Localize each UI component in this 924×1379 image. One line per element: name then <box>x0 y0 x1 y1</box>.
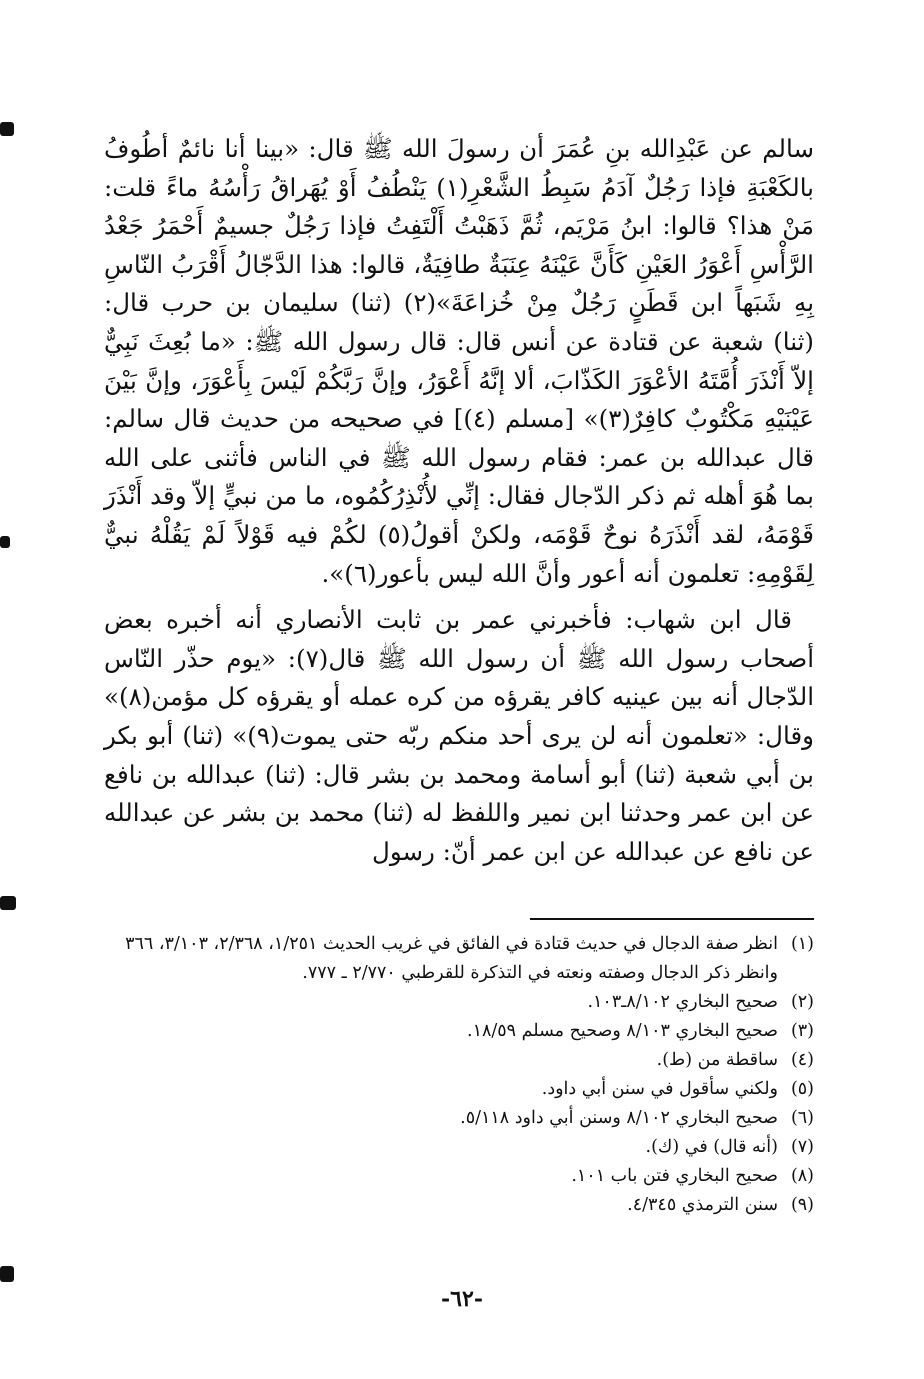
footnote-number: (٥) <box>790 1079 814 1099</box>
footnote-item <box>104 1162 814 1191</box>
footnote-item <box>104 1075 814 1104</box>
scan-mark-3 <box>0 896 16 910</box>
paragraph-ibn-shihab: قال ابن شهاب: فأخبرني عمر بن ثابت الأنصاري أنه أخبره بعض أصحاب رسول الله ﷺ أن رسول الله ﷺ قال(٧): «يوم حذّر النّاس الدّجال أنه بين عينيه كافر يقرؤه من كره عمله أو يقرؤه كل مؤمن(٨)» وقال: «تعلمون أنه لن يرى أحد منكم ربّه حتى يموت(٩)» (ثنا) أبو بكر بن أبي شعبة (ثنا) أبو أسامة ومحمد بن بشر قال: (ثنا) عبدالله بن نافع عن ابن عمر وحدثنا ابن نمير واللفظ له (ثنا) محمد بن بشر عن عبدالله عن نافع عن عبدالله عن ابن عمر أنّ: رسول <box>104 605 814 866</box>
footnote-item <box>104 988 814 1017</box>
footnote-text: انظر صفة الدجال في حديث قتادة في الفائق في غريب الحديث ١/٢٥١، ٢/٣٦٨، ٣/١٠٣، ٣٦٦ وانظر ذكر الدجال وصفته ونعته في التذكرة للقرطبي ٢/٧٧٠ ـ ٧٧٧. <box>125 934 778 983</box>
footnote-text: صحيح البخاري ٨/١٠٣ وصحيح مسلم ١٨/٥٩. <box>466 1021 778 1041</box>
footnote-item <box>104 1133 814 1162</box>
footnote-item <box>104 1104 814 1133</box>
page-number: -٦٢- <box>441 1286 483 1312</box>
paragraph-hadith-narrations: سالم عن عَبْدِالله بنِ عُمَرَ أن رسولَ الله ﷺ قال: «بينا أنا نائمٌ أطُوفُ بالكَعْبَةِ فإذا رَجُلٌ آدَمُ سَبِطُ الشَّعْرِ(١) يَنْطُفُ أَوْ يُهَراقُ رَأْسُهُ ماءً قلت: مَنْ هذا؟ قالوا: ابنُ مَرْيَم، ثُمَّ ذَهَبْتُ أَلْتَفِتُ فإذا رَجُلٌ جسيمٌ أَحْمَرُ جَعْدُ الرَّأْسِ أَعْوَرُ العَيْنِ كَأَنَّ عَيْنَهُ عِنَبَةٌ طافِيَةٌ، قالوا: هذا الدَّجّالُ أَقْرَبُ النّاسِ بِهِ شَبَهاً ابن قَطَنٍ رَجُلٌ مِنْ خُزاعَةَ»(٢) (ثنا) سليمان بن حرب قال: (ثنا) شعبة عن قتادة عن أنس قال: قال رسول الله ﷺ: «ما بُعِثَ نَبِيٌّ إلاّ أَنْذَرَ أُمَّتَهُ الأعْوَرَ الكَذّابَ، ألا إنَّهُ أَعْوَرُ، وإنَّ رَبَّكُمْ لَيْسَ بِأَعْوَرَ، وإنَّ بَيْنَ عَيْنَيْهِ مَكْتُوبٌ كافِرٌ(٣)» [مسلم (٤)] في صحيحه من حديث قال سالم: قال عبدالله بن عمر: فقام رسول الله ﷺ في الناس فأثنى على الله بما هُوَ أهله ثم ذكر الدّجال فقال: إنِّي لأُنْذِرُكُمُوه، ما من نبيٍّ إلاّ وقد أَنْذَرَ قَوْمَهُ، لقد أَنْذَرَهُ نوحٌ قَوْمَه، ولكنْ أقولُ(٥) لكُمْ فيه قَوْلاً لَمْ يَقُلْهُ نبيٌّ لِقَوْمِهِ: تعلمون أنه أعور وأنَّ الله ليس بأعور(٦)». <box>104 134 815 588</box>
footnote-text: صحيح البخاري ٨/١٠٢ـ١٠٣. <box>587 992 778 1012</box>
footnote-number: (٢) <box>790 992 814 1012</box>
footnote-item <box>104 930 814 988</box>
footnotes-list <box>104 930 814 1220</box>
footnote-number: (٣) <box>790 1021 814 1041</box>
footnote-number: (٤) <box>790 1050 814 1070</box>
footnote-text: سنن الترمذي ٤/٣٤٥. <box>627 1195 778 1215</box>
footnote-item <box>104 1046 814 1075</box>
footnote-number: (٦) <box>790 1108 814 1128</box>
footnote-separator <box>530 918 814 920</box>
scan-mark-2 <box>0 536 10 548</box>
footnote-number: (١) <box>790 934 814 954</box>
footnote-text: صحيح البخاري فتن باب ١٠١. <box>571 1166 778 1186</box>
footnote-text: ساقطة من (ط). <box>656 1050 778 1070</box>
main-text <box>104 130 814 871</box>
footnote-text: صحيح البخاري ٨/١٠٢ وسنن أبي داود ٥/١١٨. <box>460 1108 778 1128</box>
footnote-text: ولكني سأقول في سنن أبي داود. <box>541 1079 778 1099</box>
footnote-text: (أنه قال) في (ك). <box>645 1137 778 1157</box>
footnote-number: (٧) <box>790 1137 814 1157</box>
footnote-number: (٩) <box>790 1195 814 1215</box>
footnote-number: (٨) <box>790 1166 814 1186</box>
footnote-item <box>104 1191 814 1220</box>
scan-mark-4 <box>0 1266 14 1282</box>
scan-mark-1 <box>0 122 14 136</box>
footnote-item <box>104 1017 814 1046</box>
